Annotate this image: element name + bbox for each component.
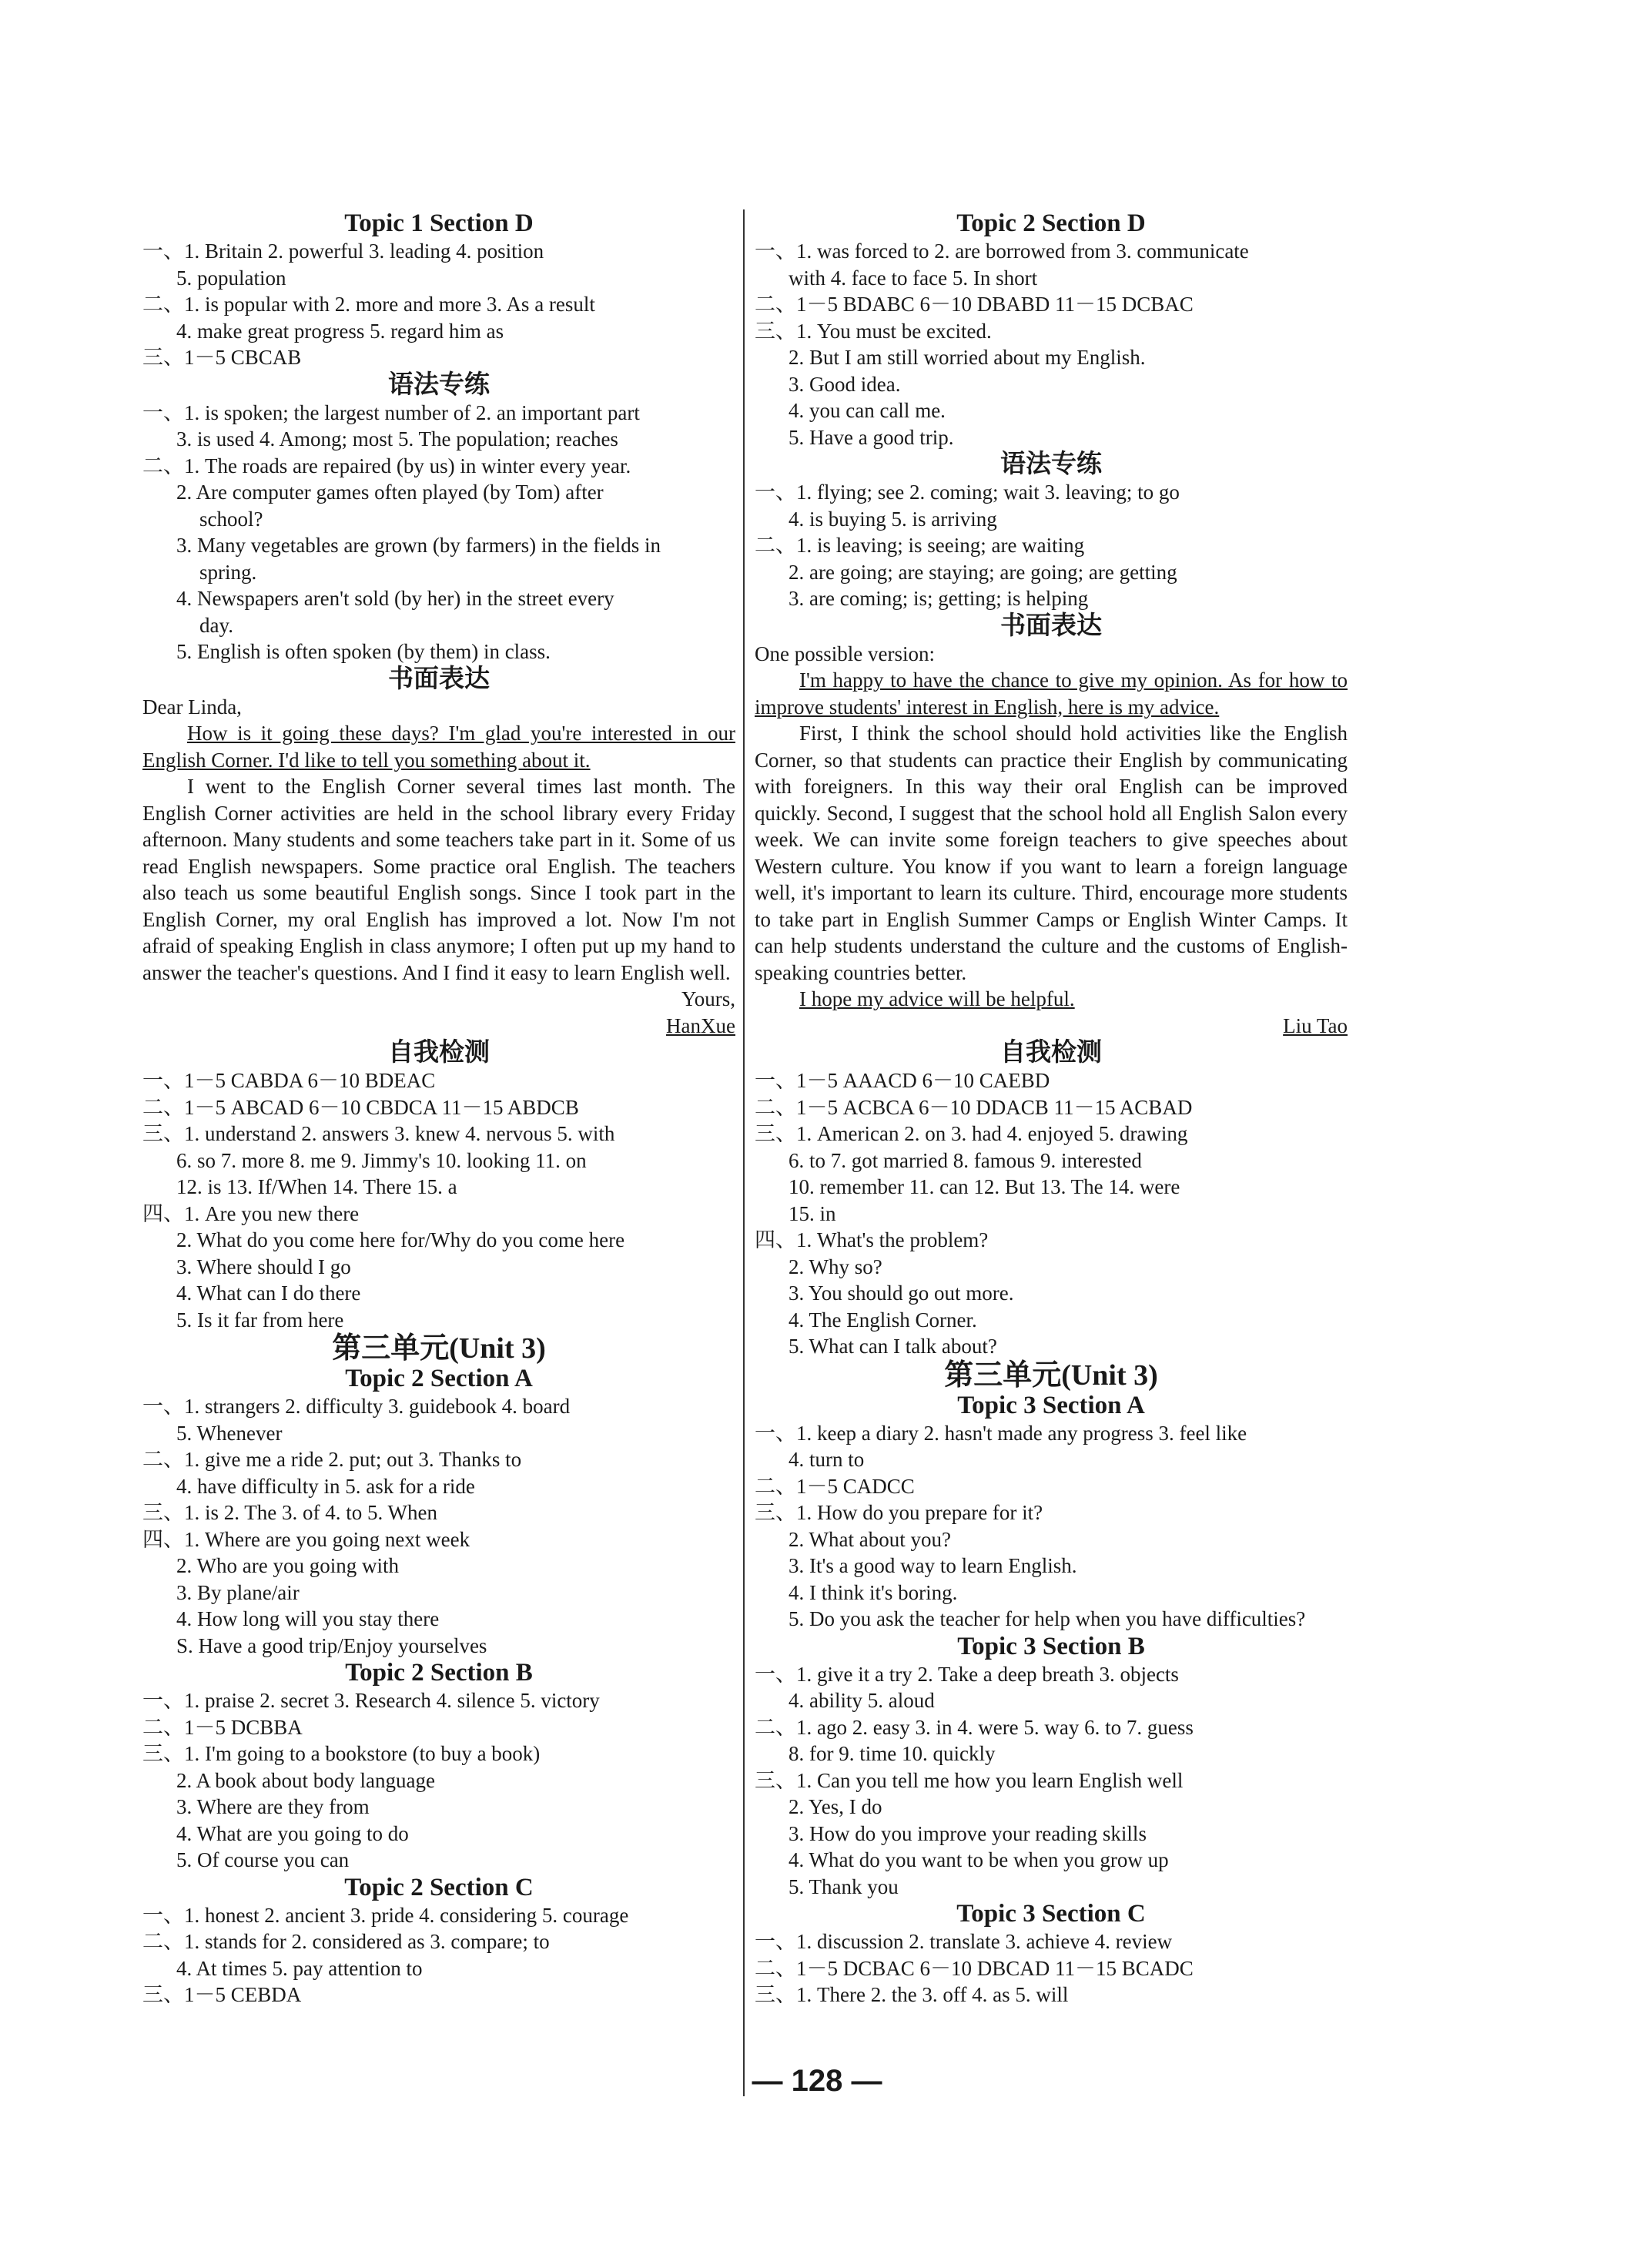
answer-line: 二、1. give me a ride 2. put; out 3. Thanks to [142,1448,522,1471]
page-number: — 128 — [752,2064,882,2098]
answer-line: school? [199,507,263,531]
answer-line: 5. What can I talk about? [789,1335,997,1358]
answer-line: 2. are going; are staying; are going; are getting [789,560,1177,584]
answer-line: One possible version: [755,642,935,665]
answer-line: 10. remember 11. can 12. But 13. The 14. were [789,1175,1180,1198]
answer-line: 2. But I am still worried about my English. [789,346,1146,369]
answer-line: 6. so 7. more 8. me 9. Jimmy's 10. looking 11. on [176,1148,587,1172]
section-heading: 书面表达 [388,665,490,693]
section-heading: Topic 2 Section C [344,1873,534,1901]
answer-line: 3. Where should I go [176,1255,351,1278]
answer-line: 三、1. I'm going to a bookstore (to buy a book) [142,1742,541,1765]
answer-line: 三、1. How do you prepare for it? [755,1501,1043,1524]
answer-line: 2. Yes, I do [789,1795,882,1818]
answer-line: 一、1. is spoken; the largest number of 2. an important part [142,400,640,424]
right-column [755,209,1348,2008]
answer-line: 一、1. honest 2. ancient 3. pride 4. considering 5. courage [142,1903,629,1927]
answer-line: 5. Thank you [789,1874,899,1898]
answer-line: 二、1－5 ACBCA 6－10 DDACB 11－15 ACBAD [755,1095,1193,1119]
answer-line: 3. Where are they from [176,1795,370,1818]
essay-paragraph: I'm happy to have the chance to give my opinion. As for how to improve students' interest in English, here is my advice. [755,668,1348,719]
answer-line: 2. Why so? [789,1255,882,1278]
answer-line: 5. English is often spoken (by them) in class. [176,640,551,663]
essay-paragraph: I hope my advice will be helpful. [799,987,1075,1010]
answer-line: 4. ability 5. aloud [789,1689,935,1712]
answer-line: 2. What do you come here for/Why do you come here [176,1228,625,1251]
column-divider [743,209,745,2096]
essay-paragraph: First, I think the school should hold activities like the English Corner, so that students can practice their English by communicating with foreigners. In this way their oral English can be improved quickly. Second, I suggest that the school hold all English Salon every week. We can invite some foreign teachers to give speeches about Western culture. You know if you want to learn a foreign language well, it's important to learn its culture. Third, encourage more students to take part in English Summer Camps or English Winter Camps. It can help students understand the culture and the customs of English-speaking countries better. [755,722,1348,984]
answer-line: 一、1. praise 2. secret 3. Research 4. silence 5. victory [142,1689,600,1712]
section-heading: 语法专练 [388,370,490,399]
answer-line: 4. How long will you stay there [176,1607,440,1630]
answer-line: 一、1－5 AAACD 6－10 CAEBD [755,1069,1050,1092]
answer-line: 5. population [176,266,286,290]
answer-line: 4. The English Corner. [789,1308,977,1332]
section-heading: 第三单元(Unit 3) [944,1358,1158,1392]
answer-line: 四、1. Where are you going next week [142,1527,470,1551]
section-heading: Topic 2 Section A [345,1365,533,1392]
answer-line: 3. Many vegetables are grown (by farmers) in the fields in [176,534,661,557]
answer-line: 二、1. is leaving; is seeing; are waiting [755,534,1085,557]
answer-line: 4. I think it's boring. [789,1580,958,1604]
answer-line: 3. By plane/air [176,1580,300,1604]
answer-line: 四、1. What's the problem? [755,1228,989,1251]
answer-line: 4. Newspapers aren't sold (by her) in the street every [176,587,614,610]
answer-line: 二、1－5 ABCAD 6－10 CBDCA 11－15 ABDCB [142,1095,579,1119]
answer-line: 三、1. There 2. the 3. off 4. as 5. will [755,1983,1069,2006]
answer-line: 3. It's a good way to learn English. [789,1554,1077,1577]
answer-line: 一、1－5 CABDA 6－10 BDEAC [142,1069,436,1092]
answer-line: 一、1. keep a diary 2. hasn't made any progress 3. feel like [755,1421,1247,1445]
answer-line: 2. What about you? [789,1527,951,1551]
answer-line: 一、1. Britain 2. powerful 3. leading 4. position [142,240,544,263]
answer-line: 四、1. Are you new there [142,1201,360,1225]
answer-line: 2. Who are you going with [176,1554,399,1577]
section-heading: Topic 3 Section A [957,1391,1145,1419]
answer-line: 一、1. was forced to 2. are borrowed from 3. communicate [755,240,1249,263]
letter-signature [142,1013,735,1040]
section-heading: Topic 1 Section D [344,209,534,237]
answer-line: 4. At times 5. pay attention to [176,1956,423,1980]
answer-line: 4. you can call me. [789,399,946,422]
section-heading: 书面表达 [1000,611,1102,640]
answer-line: 一、1. strangers 2. difficulty 3. guidebook 4. board [142,1395,571,1418]
answer-line: 6. to 7. got married 8. famous 9. interested [789,1148,1142,1172]
essay-paragraph: I went to the English Corner several times last month. The English Corner activities are held in the school library every Friday afternoon. Many students and some teachers take part in it. Some of us read English newspapers. Some practice oral English. The teachers also teach us some beautiful English songs. Since I took part in the English Corner, my oral English has improved a lot. Now I'm not afraid of speaking English in class anymore; I often put up my hand to answer the teacher's questions. And I find it easy to learn English well. [142,775,735,984]
answer-line: 三、1. American 2. on 3. had 4. enjoyed 5. drawing [755,1122,1188,1145]
answer-line: 3. are coming; is; getting; is helping [789,587,1089,610]
answer-line: Dear Linda, [142,695,242,719]
answer-line: 3. is used 4. Among; most 5. The population; reaches [176,427,618,451]
answer-line: 三、1. You must be excited. [755,319,992,343]
answer-line: 二、1－5 DCBAC 6－10 DBCAD 11－15 BCADC [755,1956,1194,1980]
answer-line: 二、1. stands for 2. considered as 3. compare; to [142,1930,550,1953]
answer-line: 三、1. is 2. The 3. of 4. to 5. When [142,1501,437,1524]
letter-signature [755,1013,1348,1040]
answer-line: 二、1－5 CADCC [755,1474,915,1498]
answer-line: 4. What do you want to be when you grow up [789,1848,1169,1871]
answer-line: S. Have a good trip/Enjoy yourselves [176,1633,487,1657]
answer-line: 5. Is it far from here [176,1308,344,1332]
left-column [142,209,735,2008]
answer-line: 4. turn to [789,1448,865,1471]
section-heading: Topic 3 Section C [956,1900,1146,1928]
answer-line: 5. Have a good trip. [789,425,954,449]
signature-text: Yours, [681,987,735,1010]
section-heading: 自我检测 [1000,1039,1102,1067]
answer-line: 二、1－5 DCBBA [142,1715,303,1739]
answer-line: 4. What can I do there [176,1281,361,1305]
signature-text: Liu Tao [1283,1013,1348,1037]
answer-line: day. [199,613,233,637]
answer-line: 二、1－5 BDABC 6－10 DBABD 11－15 DCBAC [755,293,1194,316]
answer-line: 4. have difficulty in 5. ask for a ride [176,1474,475,1498]
answer-line: 4. make great progress 5. regard him as [176,319,504,343]
answer-line: 5. Of course you can [176,1848,350,1871]
answer-line: 12. is 13. If/When 14. There 15. a [176,1175,457,1198]
answer-line: 3. Good idea. [789,372,901,396]
answer-line: 3. You should go out more. [789,1281,1014,1305]
answer-line: 二、1. The roads are repaired (by us) in winter every year. [142,454,631,477]
answer-line: 二、1. is popular with 2. more and more 3. As a result [142,293,595,316]
answer-line: 三、1－5 CBCAB [142,346,302,369]
answer-line: 4. What are you going to do [176,1821,409,1845]
answer-line: with 4. face to face 5. In short [789,266,1038,290]
section-heading: 语法专练 [1000,451,1102,478]
answer-line: 5. Whenever [176,1421,283,1445]
letter-signature [142,986,735,1013]
answer-line: 三、1. Can you tell me how you learn English well [755,1768,1184,1792]
answer-line: 15. in [789,1201,836,1225]
answer-line: 三、1. understand 2. answers 3. knew 4. nervous 5. with [142,1122,615,1145]
section-heading: 第三单元(Unit 3) [332,1332,546,1365]
answer-line: 2. Are computer games often played (by Tom) after [176,481,604,504]
answer-line: spring. [199,560,257,584]
section-heading: 自我检测 [388,1039,490,1067]
section-heading: Topic 2 Section D [956,209,1146,237]
answer-line: 一、1. give it a try 2. Take a deep breath 3. objects [755,1662,1179,1686]
answer-line: 8. for 9. time 10. quickly [789,1742,996,1765]
answer-line: 3. How do you improve your reading skills [789,1821,1147,1845]
answer-line: 5. Do you ask the teacher for help when you have difficulties? [789,1607,1306,1630]
answer-line: 三、1－5 CEBDA [142,1983,302,2006]
section-heading: Topic 3 Section B [957,1632,1145,1660]
essay-paragraph: How is it going these days? I'm glad you're interested in our English Corner. I'd like to tell you something about it. [142,722,735,772]
answer-line: 二、1. ago 2. easy 3. in 4. were 5. way 6. to 7. guess [755,1715,1194,1739]
signature-text: HanXue [666,1013,735,1037]
answer-line: 4. is buying 5. is arriving [789,507,997,531]
answer-line: 一、1. flying; see 2. coming; wait 3. leaving; to go [755,481,1180,504]
answer-line: 一、1. discussion 2. translate 3. achieve 4. review [755,1930,1173,1953]
answer-line: 2. A book about body language [176,1768,435,1792]
section-heading: Topic 2 Section B [345,1659,533,1687]
